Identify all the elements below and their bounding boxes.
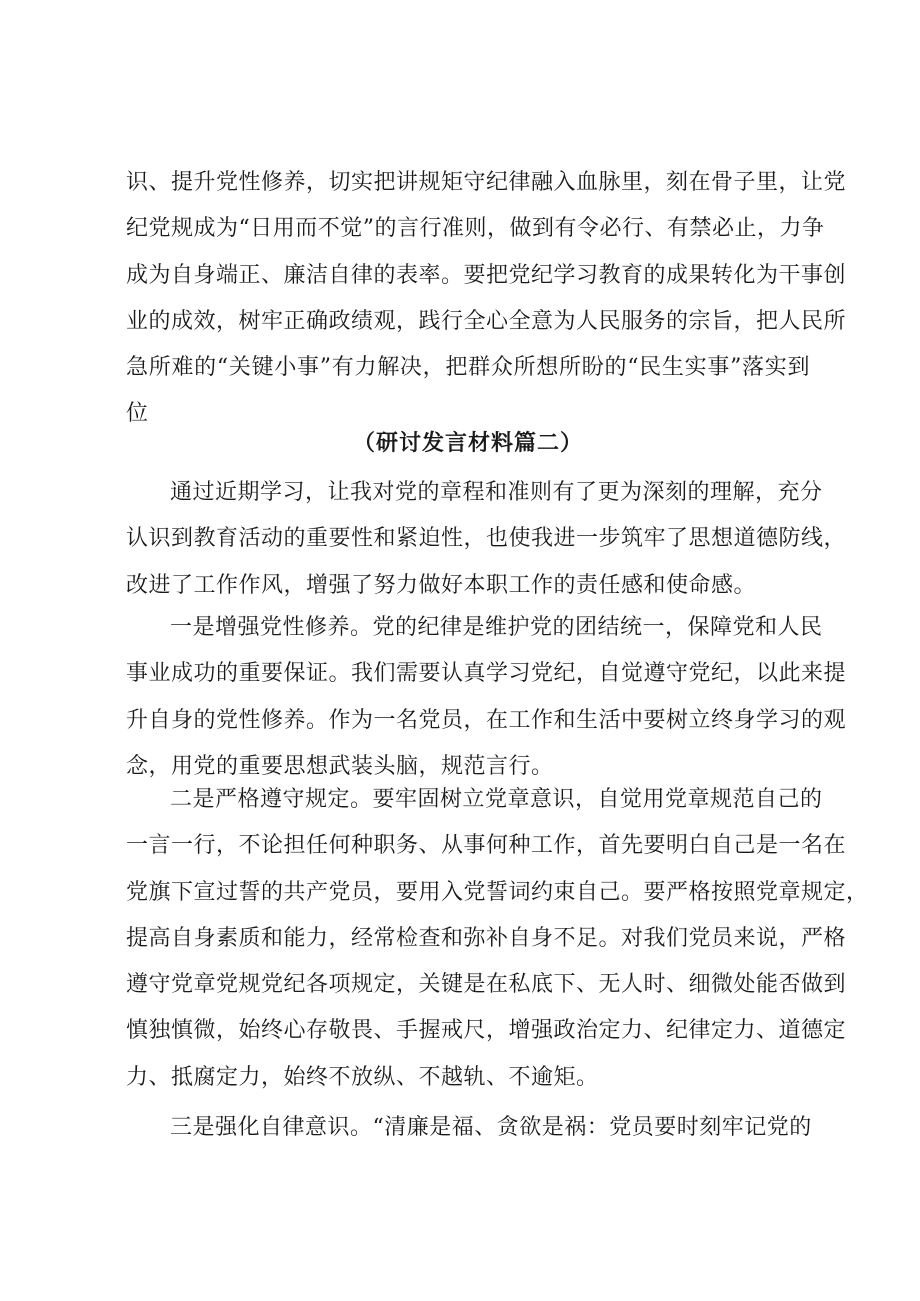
text-line: 慎独慎微，始终心存敬畏、手握戒尺，增强政治定力、纪律定力、道德定 (126, 1018, 847, 1044)
text-line: 识、提升党性修养，切实把讲规矩守纪律融入血脉里，刻在骨子里，让党 (126, 170, 847, 195)
text-line: 二是严格遵守规定。要牢固树立党章意识，自觉用党章规范自己的 (170, 787, 823, 812)
text-line: 提高自身素质和能力，经常检查和弥补自身不足。对我们党员来说，严格 (126, 925, 847, 951)
text-line: 一是增强党性修养。党的纪律是维护党的团结统一，保障党和人民 (170, 615, 823, 640)
continuation-paragraph (126, 160, 847, 438)
paragraph-point-one (126, 605, 847, 790)
text-line: 事业成功的重要保证。我们需要认真学习党纪，自觉遵守党纪，以此来提 (126, 661, 847, 687)
text-line: 成为自身端正、廉洁自律的表率。要把党纪学习教育的成果转化为干事创 (126, 262, 847, 288)
paragraph-intro (126, 470, 847, 609)
text-line: 纪党规成为“日用而不觉”的言行准则，做到有令必行、有禁必止，力争 (126, 216, 825, 242)
text-line: 急所难的“关键小事”有力解决，把群众所想所盼的“民生实事”落实到 (126, 355, 810, 381)
paragraph-point-three (126, 1105, 810, 1151)
text-line: 一言一行，不论担任何种职务、从事何种工作，首先要明白自己是一名在 (126, 833, 847, 859)
text-line: 三是强化自律意识。“清廉是福、贪欲是祸：党员要时刻牢记党的 (170, 1115, 812, 1140)
text-line: 升自身的党性修养。作为一名党员，在工作和生活中要树立终身学习的观 (126, 707, 847, 733)
text-line: 业的成效，树牢正确政绩观，践行全心全意为人民服务的宗旨，把人民所 (126, 308, 847, 334)
text-line: 念，用党的重要思想武装头脑，规范言行。 (126, 753, 554, 779)
section-heading: （研讨发言材料篇二） (352, 430, 583, 456)
text-line: 改进了工作作风，增强了努力做好本职工作的责任感和使命感。 (126, 572, 757, 598)
text-line: 认识到教育活动的重要性和紧迫性，也使我进一步筑牢了思想道德防线， (126, 526, 847, 552)
text-line: 党旗下宣过誓的共产党员，要用入党誓词约束自己。要严格按照党章规定， (126, 879, 869, 905)
paragraph-point-two (126, 777, 869, 1101)
text-line: 通过近期学习，让我对党的章程和准则有了更为深刻的理解，充分 (170, 480, 823, 505)
text-line: 遵守党章党规党纪各项规定，关键是在私底下、无人时、细微处能否做到 (126, 972, 847, 998)
text-line: 位 (126, 401, 149, 427)
text-line: 力、抵腐定力，始终不放纵、不越轨、不逾矩。 (126, 1064, 599, 1090)
